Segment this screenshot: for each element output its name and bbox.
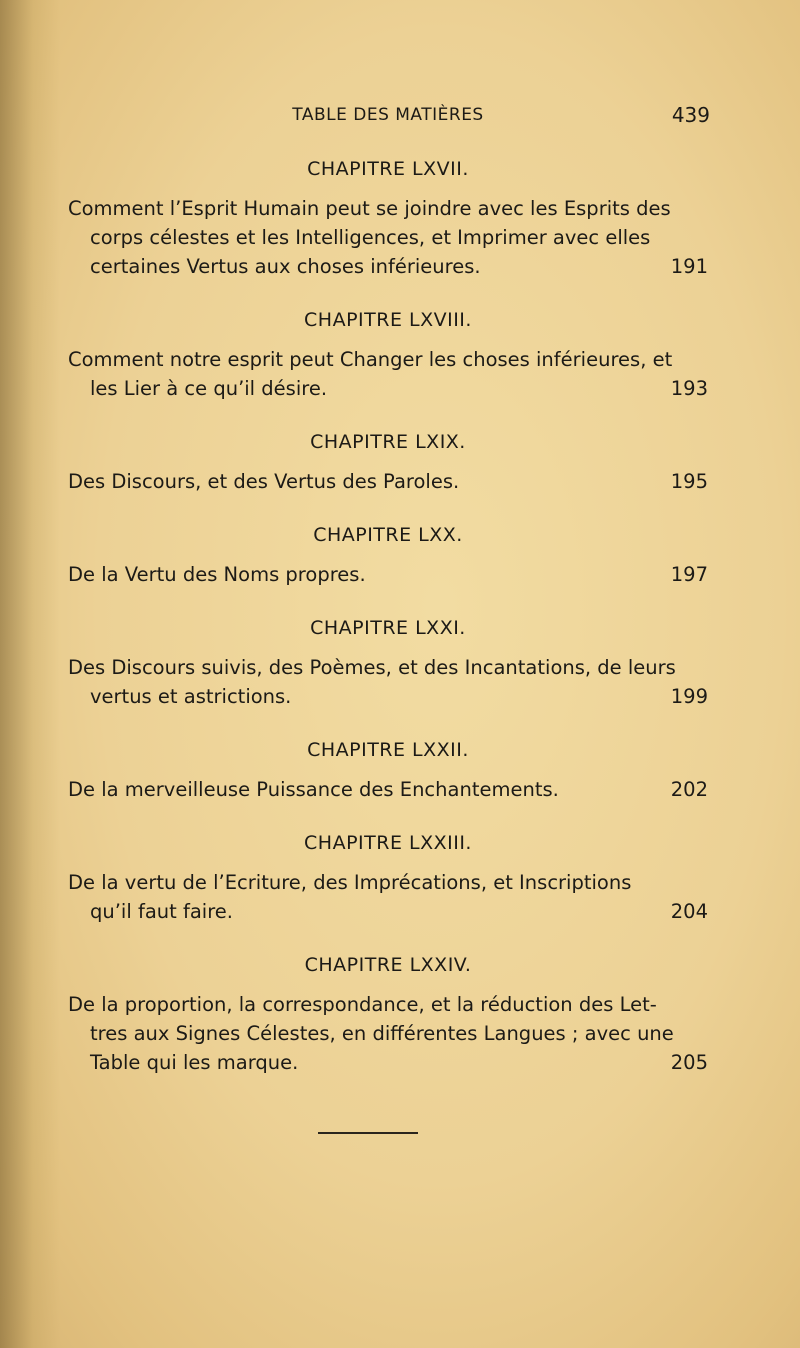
chapter-description-text: vertus et astrictions. [90, 685, 292, 708]
chapter-description-line [68, 560, 708, 589]
chapter-page-number: 197 [670, 563, 708, 586]
chapter-description-line [68, 194, 708, 223]
chapter-description-text: De la vertu de l’Ecriture, des Imprécations, et Inscriptions [68, 871, 632, 894]
chapter-description-line [68, 775, 708, 804]
chapter-page-number: 205 [670, 1051, 708, 1074]
chapter-page-number: 193 [670, 377, 708, 400]
toc-page [68, 100, 708, 1077]
chapter-entry [68, 954, 708, 1077]
chapter-entry [68, 309, 708, 403]
chapter-description-text: Des Discours suivis, des Poèmes, et des Incantations, de leurs [68, 656, 676, 679]
chapter-title: CHAPITRE LXXI. [310, 617, 466, 639]
chapter-page-number: 204 [670, 900, 708, 923]
chapter-description-text: De la Vertu des Noms propres. [68, 563, 366, 586]
chapter-description-text: qu’il faut faire. [90, 900, 234, 923]
chapter-description-text: Comment notre esprit peut Changer les choses inférieures, et [68, 348, 673, 371]
running-head-title: TABLE DES MATIÈRES [292, 105, 484, 125]
chapter-title: CHAPITRE LXVII. [307, 158, 469, 180]
chapter-description-line [68, 223, 708, 252]
chapter-title: CHAPITRE LXXIII. [304, 832, 472, 854]
closing-rule [318, 1132, 418, 1134]
page-number: 439 [671, 103, 710, 127]
chapter-description-line [68, 868, 708, 897]
chapter-description-line [68, 990, 708, 1019]
chapter-page-number: 199 [670, 685, 708, 708]
chapter-description-text: certaines Vertus aux choses inférieures. [90, 255, 481, 278]
chapter-description-line [68, 682, 708, 711]
chapter-description-text: De la merveilleuse Puissance des Enchantements. [68, 778, 559, 801]
book-spine-shadow [0, 0, 60, 1348]
chapter-description-text: Comment l’Esprit Humain peut se joindre avec les Esprits des [68, 197, 671, 220]
chapter-description-line [68, 1048, 708, 1077]
chapter-entry [68, 524, 708, 589]
chapter-description-line [68, 1019, 708, 1048]
chapter-entry [68, 431, 708, 496]
chapter-page-number: 191 [670, 255, 708, 278]
chapter-entry [68, 158, 708, 281]
chapter-description-text: les Lier à ce qu’il désire. [90, 377, 328, 400]
chapter-description-text: tres aux Signes Célestes, en différentes Langues ; avec une [90, 1022, 674, 1045]
chapter-title: CHAPITRE LXXII. [307, 739, 469, 761]
chapter-entry [68, 617, 708, 711]
chapter-page-number: 195 [670, 470, 708, 493]
chapter-description-text: corps célestes et les Intelligences, et Imprimer avec elles [90, 226, 651, 249]
running-head [68, 100, 708, 130]
chapter-title: CHAPITRE LXX. [313, 524, 463, 546]
chapter-list [68, 158, 708, 1077]
chapter-description-text: Table qui les marque. [90, 1051, 299, 1074]
chapter-description-line [68, 653, 708, 682]
chapter-description-text: Des Discours, et des Vertus des Paroles. [68, 470, 460, 493]
chapter-title: CHAPITRE LXXIV. [304, 954, 472, 976]
chapter-entry [68, 832, 708, 926]
chapter-description-line [68, 374, 708, 403]
chapter-title: CHAPITRE LXIX. [310, 431, 466, 453]
chapter-title: CHAPITRE LXVIII. [304, 309, 472, 331]
chapter-description-line [68, 467, 708, 496]
chapter-description-line [68, 252, 708, 281]
chapter-description-text: De la proportion, la correspondance, et la réduction des Let- [68, 993, 657, 1016]
chapter-entry [68, 739, 708, 804]
chapter-description-line [68, 897, 708, 926]
chapter-page-number: 202 [670, 778, 708, 801]
chapter-description-line [68, 345, 708, 374]
